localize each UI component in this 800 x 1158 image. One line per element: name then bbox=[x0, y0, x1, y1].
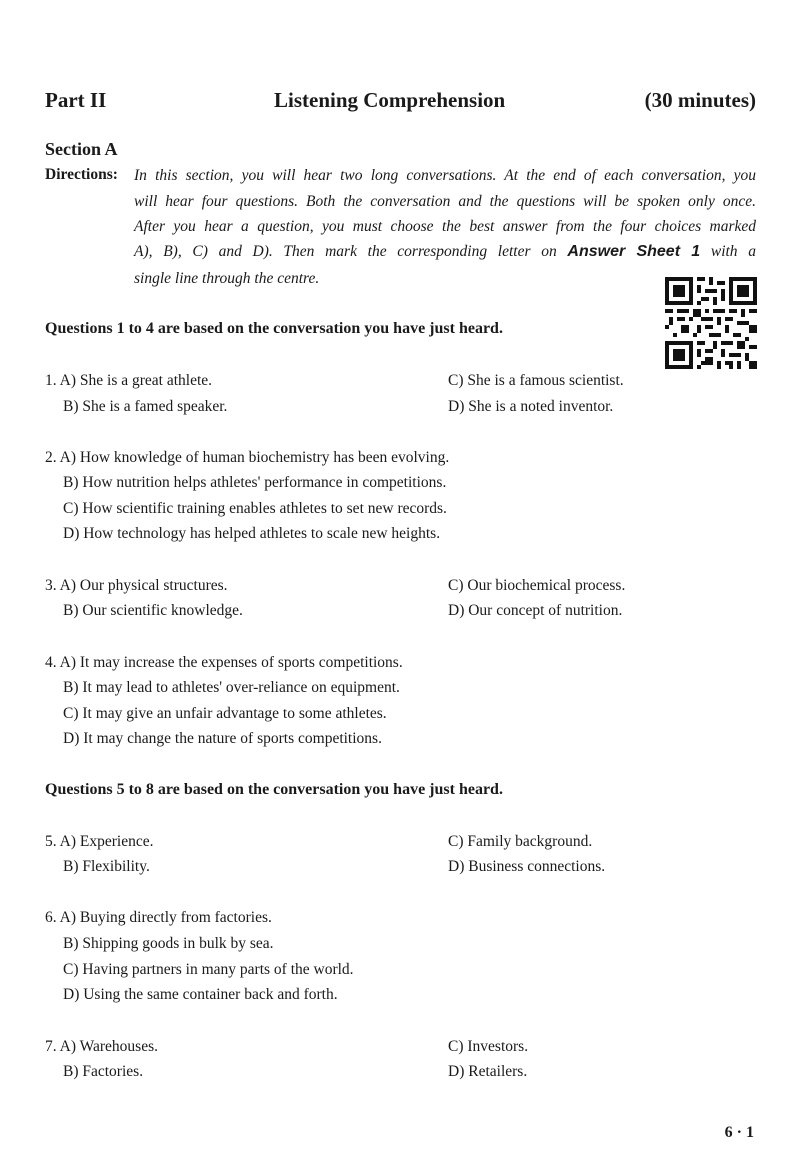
time-limit: (30 minutes) bbox=[644, 88, 756, 112]
page-number: 6 · 1 bbox=[724, 1124, 754, 1141]
directions-label: Directions: bbox=[45, 166, 118, 183]
q3-option-d: D) Our concept of nutrition. bbox=[448, 602, 623, 619]
directions-line-1: In this section, you will hear two long conversations. At the end of each conversation, you bbox=[134, 167, 756, 184]
group1-instruction: Questions 1 to 4 are based on the conversation you have just heard. bbox=[45, 320, 503, 337]
group2-instruction: Questions 5 to 8 are based on the conversation you have just heard. bbox=[45, 781, 503, 798]
q6-option-a: 6. A) Buying directly from factories. bbox=[45, 909, 272, 926]
section-title: Section A bbox=[45, 139, 118, 159]
q2-option-a: 2. A) How knowledge of human biochemistry has been evolving. bbox=[45, 449, 450, 466]
q4-option-c: C) It may give an unfair advantage to some athletes. bbox=[63, 705, 387, 722]
q1-option-d: D) She is a noted inventor. bbox=[448, 398, 614, 415]
q7-option-c: C) Investors. bbox=[448, 1038, 529, 1055]
q1-option-b: B) She is a famed speaker. bbox=[63, 398, 228, 415]
q3-option-a: 3. A) Our physical structures. bbox=[45, 577, 228, 594]
q4-option-a: 4. A) It may increase the expenses of sports competitions. bbox=[45, 654, 403, 671]
q3-option-b: B) Our scientific knowledge. bbox=[63, 602, 243, 619]
q5-option-b: B) Flexibility. bbox=[63, 858, 150, 875]
q4-option-d: D) It may change the nature of sports competitions. bbox=[63, 730, 382, 747]
q2-option-b: B) How nutrition helps athletes' performance in competitions. bbox=[63, 474, 447, 491]
q1-option-a: 1. A) She is a great athlete. bbox=[45, 372, 213, 389]
section-heading: Listening Comprehension bbox=[274, 88, 506, 112]
q3-option-c: C) Our biochemical process. bbox=[448, 577, 626, 594]
q1-option-c: C) She is a famous scientist. bbox=[448, 372, 624, 389]
q5-option-d: D) Business connections. bbox=[448, 858, 606, 875]
q5-option-c: C) Family background. bbox=[448, 833, 593, 850]
q7-option-b: B) Factories. bbox=[63, 1063, 144, 1080]
q2-option-d: D) How technology has helped athletes to scale new heights. bbox=[63, 525, 441, 542]
q4-option-b: B) It may lead to athletes' over-reliance on equipment. bbox=[63, 679, 400, 696]
part-label: Part II bbox=[45, 88, 107, 112]
directions-line-2: will hear four questions. Both the conversation and the questions will be spoken only once. bbox=[134, 193, 756, 210]
q2-option-c: C) How scientific training enables athletes to set new records. bbox=[63, 500, 447, 517]
q5-option-a: 5. A) Experience. bbox=[45, 833, 154, 850]
q6-option-b: B) Shipping goods in bulk by sea. bbox=[63, 935, 274, 952]
answer-sheet-label: Answer Sheet 1 bbox=[567, 243, 701, 260]
qr-code-icon bbox=[665, 277, 757, 369]
directions-line-5: single line through the centre. bbox=[134, 270, 320, 287]
q6-option-d: D) Using the same container back and forth. bbox=[63, 986, 338, 1003]
q6-option-c: C) Having partners in many parts of the world. bbox=[63, 961, 354, 978]
directions-line-4: A), B), C) and D). Then mark the corresponding letter on Answer Sheet 1 with a bbox=[134, 243, 756, 260]
q7-option-d: D) Retailers. bbox=[448, 1063, 528, 1080]
directions-line-3: After you hear a question, you must choose the best answer from the four choices marked bbox=[134, 218, 756, 235]
q7-option-a: 7. A) Warehouses. bbox=[45, 1038, 158, 1055]
